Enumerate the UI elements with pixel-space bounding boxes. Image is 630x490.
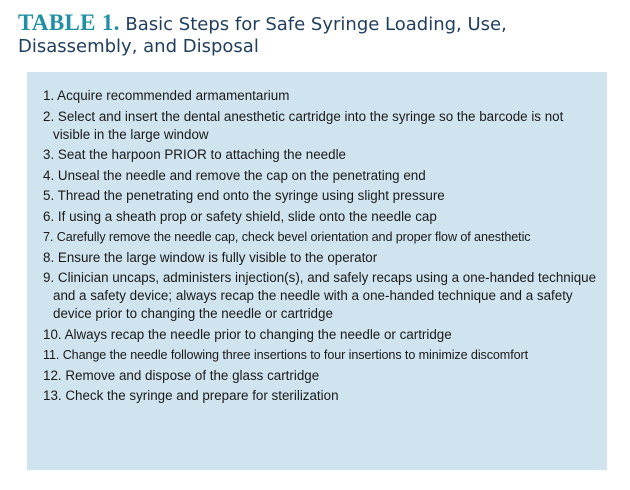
step-number: 11. <box>43 348 60 362</box>
step-number: 3. <box>43 147 55 162</box>
step-text: Seat the harpoon PRIOR to attaching the needle <box>57 147 347 162</box>
step-text: Carefully remove the needle cap, check bevel orientation and proper flow of anesthetic <box>56 230 531 244</box>
list-item <box>43 326 603 344</box>
step-text: Ensure the large window is fully visible to the operator <box>57 249 378 265</box>
step-number: 1. <box>43 88 55 103</box>
list-item <box>43 167 603 185</box>
table-label: TABLE 1. <box>18 10 120 35</box>
step-text: Change the needle following three insertions to four insertions to minimize discomfort <box>62 348 528 362</box>
list-item <box>43 269 603 323</box>
list-item <box>43 87 603 105</box>
step-text: Acquire recommended armamentarium <box>57 88 290 103</box>
steps-list <box>43 87 603 408</box>
list-item <box>43 108 603 144</box>
step-number: 5. <box>43 188 55 203</box>
list-item <box>43 367 603 385</box>
table-caption: Basic Steps for Safe Syringe Loading, Use, Disassembly, and Disposal <box>18 14 507 57</box>
list-item <box>43 187 603 205</box>
step-number: 6. <box>43 208 55 224</box>
list-item <box>43 228 603 246</box>
step-number: 10. <box>43 326 62 342</box>
list-item <box>43 249 603 267</box>
step-text: Unseal the needle and remove the cap on the penetrating end <box>57 167 426 183</box>
step-number: 9. <box>43 270 55 285</box>
step-number: 4. <box>43 167 55 183</box>
step-text: If using a sheath prop or safety shield, slide onto the needle cap <box>57 208 437 224</box>
step-text: Clinician uncaps, administers injection(s), and safely recaps using a one-handed technique and a safety device; always recap the needle with a one-handed technique and a safety device prior to changing the needle or cartridge <box>53 270 597 321</box>
step-number: 2. <box>43 108 55 124</box>
steps-panel <box>27 72 607 470</box>
list-item <box>43 208 603 226</box>
list-item <box>43 387 603 405</box>
table-title <box>18 12 618 58</box>
step-text: Check the syringe and prepare for sterilization <box>65 388 339 403</box>
step-text: Remove and dispose of the glass cartridge <box>65 367 320 383</box>
step-text: Select and insert the dental anesthetic cartridge into the syringe so the barcode is not visible in the large window <box>53 108 564 142</box>
list-item <box>43 146 603 164</box>
step-text: Thread the penetrating end onto the syringe using slight pressure <box>57 188 445 203</box>
step-number: 13. <box>43 388 62 403</box>
step-number: 8. <box>43 249 55 265</box>
step-text: Always recap the needle prior to changing the needle or cartridge <box>64 326 452 342</box>
list-item <box>43 346 603 364</box>
step-number: 7. <box>43 230 54 244</box>
step-number: 12. <box>43 367 62 383</box>
